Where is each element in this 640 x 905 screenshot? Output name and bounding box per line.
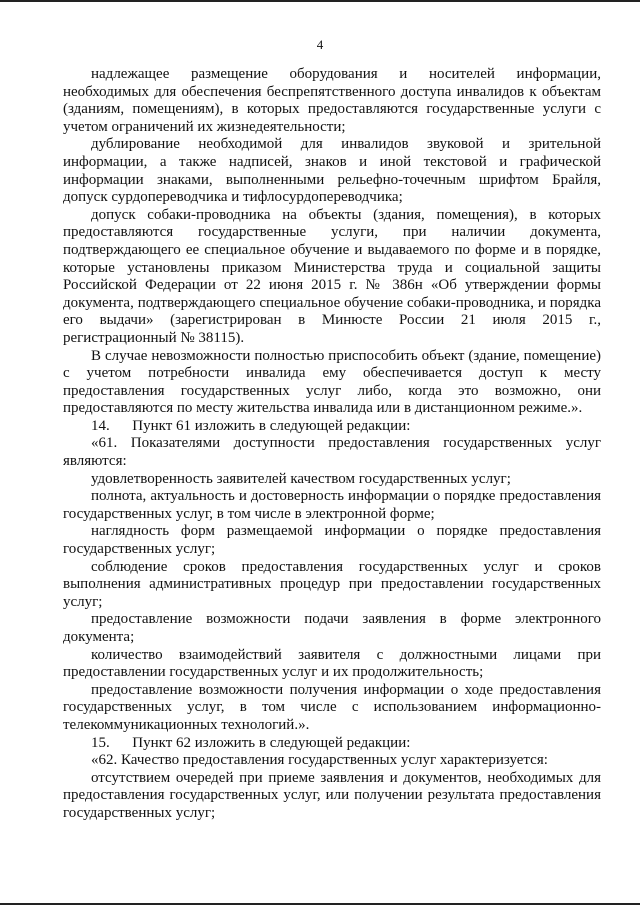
paragraph: «62. Качество предоставления государственных услуг характеризуется: (91, 752, 548, 769)
paragraph: надлежащее размещение оборудования и носителей информации, необходимых для обеспечения беспрепятственного доступа инвалидов к объектам (зданиям, помещениям), в которых предоставляются государственные услуги с учетом ограничений их жизнедеятельности; (63, 66, 601, 135)
page-number: 4 (316, 37, 324, 52)
paragraph: соблюдение сроков предоставления государственных услуг и сроков выполнения административных процедур при предоставлении государственных услуг; (63, 558, 601, 610)
paragraph: предоставление возможности подачи заявления в форме электронного документа; (63, 611, 601, 645)
amendment-item-14: 14. Пункт 61 изложить в следующей редакции: (91, 417, 411, 434)
document-body (63, 66, 601, 823)
paragraph: В случае невозможности полностью приспособить объект (здание, помещение) с учетом потребности инвалида ему обеспечивается доступ к месту предоставления государственных услуг либо, когда это возможно, они предоставляются по месту жительства инвалида или в дистанционном режиме.». (63, 347, 601, 417)
paragraph: наглядность форм размещаемой информации о порядке предоставления государственных услуг; (63, 523, 601, 558)
paragraph: полнота, актуальность и достоверность информации о порядке предоставления государственных услуг, в том числе в электронной форме; (63, 488, 601, 522)
paragraph: допуск собаки-проводника на объекты (здания, помещения), в которых предоставляются государственные услуги, при наличии документа, подтверждающего ее специальное обучение и выдаваемого по форме и в порядке, которые установлены приказом Министерства труда и социальной защиты Российской Федерации от 22 июня 2015 г. № 386н «Об утверждении формы документа, подтверждающего специальное обучение собаки-проводника, и порядка его выдачи» (зарегистрирован в Минюсте России 21 июля 2015 г., регистрационный № 38115). (63, 206, 601, 346)
paragraph: предоставление возможности получения информации о ходе предоставления государственных услуг, в том числе с использованием информационно-телекоммуникационных технологий.». (63, 681, 601, 733)
scan-top-edge (0, 0, 640, 2)
paragraph: отсутствием очередей при приеме заявления и документов, необходимых для предоставления государственных услуг, или получении результата предоставления государственных услуг; (63, 769, 601, 821)
paragraph: дублирование необходимой для инвалидов звуковой и зрительной информации, а также надписей, знаков и иной текстовой и графической информации знаками, выполненными рельефно-точечным шрифтом Брайля, допуск сурдопереводчика и тифлосурдопереводчика; (63, 136, 601, 206)
paragraph: удовлетворенность заявителей качеством государственных услуг; (91, 470, 511, 487)
paragraph: количество взаимодействий заявителя с должностными лицами при предоставлении государственных услуг и их продолжительность; (63, 646, 601, 681)
paragraph: «61. Показателями доступности предоставления государственных услуг являются: (63, 435, 601, 470)
amendment-item-15: 15. Пункт 62 изложить в следующей редакции: (91, 734, 411, 751)
